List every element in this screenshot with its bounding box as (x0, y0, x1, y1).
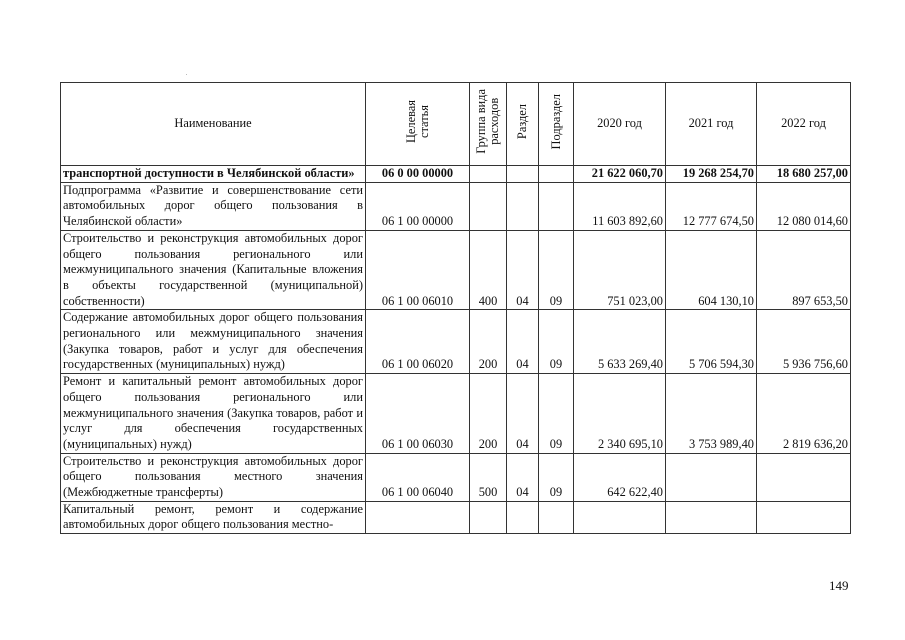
row-2021 (666, 453, 757, 501)
table-body (61, 166, 851, 534)
row-code: 06 0 00 00000 (366, 166, 470, 183)
row-2020: 21 622 060,70 (574, 166, 666, 183)
page-number: 149 (829, 578, 849, 593)
row-group: 200 (470, 374, 507, 454)
header-name: Наименование (61, 83, 366, 166)
row-name: Содержание автомобильных дорог общего пользования регионального или межмуниципального значения (Закупка товаров, работ и услуг для обеспечения государственных (муниципальных) нужд) (61, 310, 366, 374)
row-group: 200 (470, 310, 507, 374)
table-row (61, 453, 851, 501)
row-name: Строительство и реконструкция автомобильных дорог общего пользования регионального или межмуниципального значения (Капитальные вложения в объекты государственной (муниципальной) собственности) (61, 230, 366, 310)
row-section (507, 182, 539, 230)
row-2022: 18 680 257,00 (757, 166, 851, 183)
row-2020: 11 603 892,60 (574, 182, 666, 230)
row-2022: 5 936 756,60 (757, 310, 851, 374)
row-group (470, 166, 507, 183)
row-subsection (539, 166, 574, 183)
table-row (61, 230, 851, 310)
row-section (507, 166, 539, 183)
header-row (61, 83, 851, 166)
row-group: 500 (470, 453, 507, 501)
row-code: 06 1 00 00000 (366, 182, 470, 230)
row-2022: 2 819 636,20 (757, 374, 851, 454)
row-code (366, 501, 470, 533)
row-section: 04 (507, 310, 539, 374)
row-name: Капитальный ремонт, ремонт и содержание автомобильных дорог общего пользования местно- (61, 501, 366, 533)
row-2022: 12 080 014,60 (757, 182, 851, 230)
row-group (470, 501, 507, 533)
row-group (470, 182, 507, 230)
budget-table (60, 82, 851, 534)
row-name: Ремонт и капитальный ремонт автомобильных дорог общего пользования регионального или межмуниципального значения (Закупка товаров, работ и услуг для обеспечения государственных (муниципальных) нужд) (61, 374, 366, 454)
header-2021: 2021 год (666, 83, 757, 166)
table-header (61, 83, 851, 166)
row-2020: 2 340 695,10 (574, 374, 666, 454)
row-2021: 3 753 989,40 (666, 374, 757, 454)
row-name: Строительство и реконструкция автомобильных дорог общего пользования местного значения (Межбюджетные трансферты) (61, 453, 366, 501)
row-subsection: 09 (539, 374, 574, 454)
row-subsection: 09 (539, 230, 574, 310)
table-row (61, 374, 851, 454)
row-2021: 12 777 674,50 (666, 182, 757, 230)
row-2022 (757, 453, 851, 501)
header-subsection (539, 83, 574, 166)
row-2020: 5 633 269,40 (574, 310, 666, 374)
row-name: Подпрограмма «Развитие и совершенствование сети автомобильных дорог общего пользования в Челябинской области» (61, 182, 366, 230)
header-section-label: Раздел (515, 104, 529, 140)
row-code: 06 1 00 06040 (366, 453, 470, 501)
row-2021: 604 130,10 (666, 230, 757, 310)
header-subsection-label: Подраздел (548, 93, 563, 150)
header-expense-group-label: Группа вида расходов (474, 89, 501, 155)
table-row (61, 182, 851, 230)
row-2020 (574, 501, 666, 533)
row-2021 (666, 501, 757, 533)
row-2021: 19 268 254,70 (666, 166, 757, 183)
row-subsection: 09 (539, 453, 574, 501)
row-code: 06 1 00 06010 (366, 230, 470, 310)
header-expense-group (470, 83, 507, 166)
row-subsection: 09 (539, 310, 574, 374)
header-target-article (366, 83, 470, 166)
header-section (507, 83, 539, 166)
header-2022: 2022 год (757, 83, 851, 166)
row-subsection (539, 501, 574, 533)
row-section (507, 501, 539, 533)
row-group: 400 (470, 230, 507, 310)
row-2022 (757, 501, 851, 533)
row-code: 06 1 00 06020 (366, 310, 470, 374)
table-row (61, 310, 851, 374)
row-2020: 642 622,40 (574, 453, 666, 501)
row-2021: 5 706 594,30 (666, 310, 757, 374)
scan-artifact (186, 74, 187, 75)
header-2020: 2020 год (574, 83, 666, 166)
row-2020: 751 023,00 (574, 230, 666, 310)
row-subsection (539, 182, 574, 230)
row-section: 04 (507, 230, 539, 310)
row-code: 06 1 00 06030 (366, 374, 470, 454)
row-section: 04 (507, 453, 539, 501)
row-name: транспортной доступности в Челябинской области» (61, 166, 366, 183)
table-row (61, 501, 851, 533)
header-target-article-label: Целевая статья (403, 100, 431, 144)
table-row (61, 166, 851, 183)
row-2022: 897 653,50 (757, 230, 851, 310)
row-section: 04 (507, 374, 539, 454)
